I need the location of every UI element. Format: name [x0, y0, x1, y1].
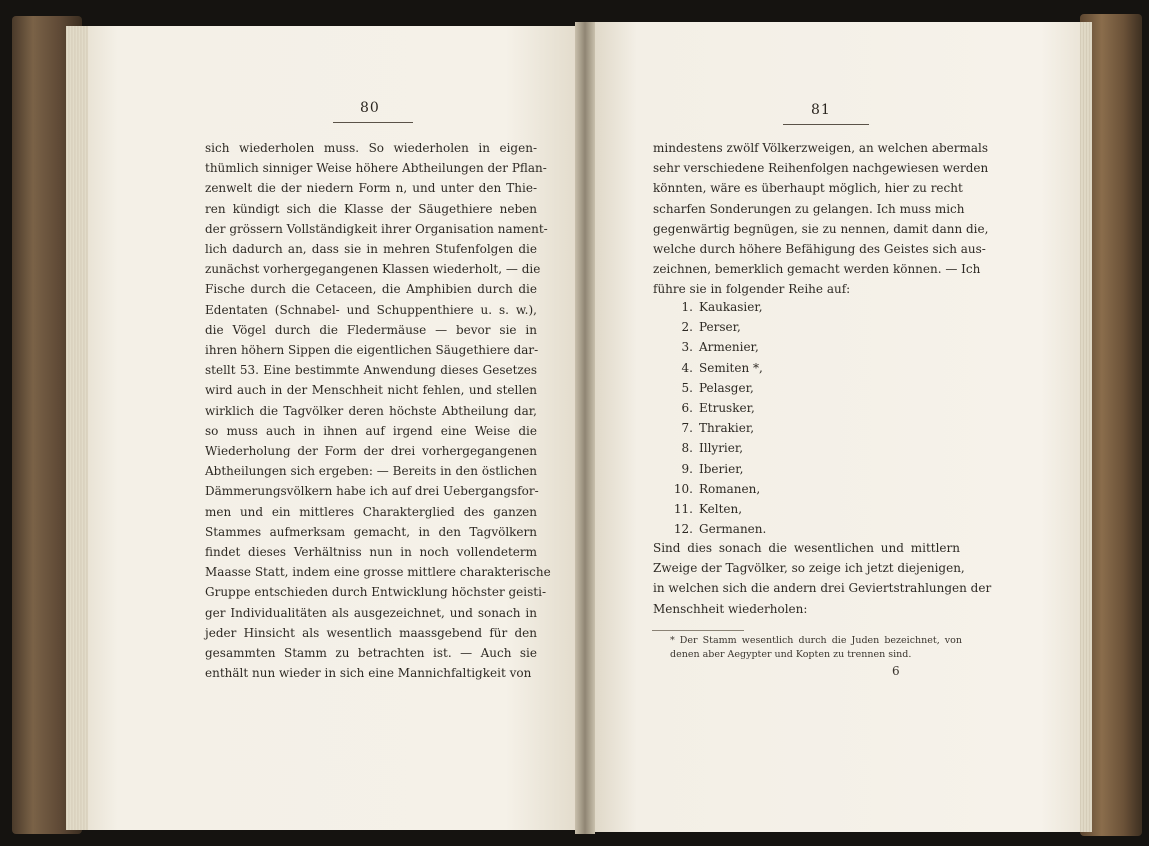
text-line: zenwelt die der niedern Form n, und unter den Thie- — [205, 181, 537, 196]
text-line: gesammten Stamm zu betrachten ist. — Auch sie — [205, 646, 537, 661]
list-item — [671, 317, 811, 337]
right-intro-text — [653, 138, 989, 300]
text-line: scharfen Sonderungen zu gelangen. Ich muss mich — [653, 201, 965, 216]
list-item-number: 10. — [673, 481, 693, 496]
text-line: Zweige der Tagvölker, so zeige ich jetzt diejenigen, — [653, 561, 965, 576]
text-line: welche durch höhere Befähigung des Geistes sich aus- — [653, 242, 986, 257]
list-item-number: 1. — [681, 300, 693, 314]
list-item-name: Thrakier, — [699, 421, 755, 436]
text-line: mindestens zwölf Völkerzweigen, an welchen abermals — [653, 141, 989, 155]
text-line: die Vögel durch die Fledermäuse — bevor sie in — [205, 322, 537, 337]
text-line: Stammes aufmerksam gemacht, in den Tagvölkern — [205, 524, 537, 539]
list-item — [671, 519, 811, 539]
text-line: Maasse Statt, indem eine grosse mittlere charakterische — [205, 565, 551, 580]
text-line: men und ein mittleres Charakterglied des ganzen — [205, 504, 537, 519]
footnote — [670, 634, 962, 662]
list-item-name: Semiten *, — [699, 360, 763, 375]
book-gutter — [575, 22, 595, 834]
list-item-name: Pelasger, — [699, 380, 754, 395]
text-line: findet dieses Verhältniss nun in noch vollendeterm — [205, 545, 537, 560]
footnote-line: * Der Stamm wesentlich durch die Juden bezeichnet, von — [670, 635, 962, 646]
list-item — [671, 378, 811, 398]
text-line: jeder Hinsicht als wesentlich maassgebend für den — [205, 625, 537, 640]
list-item — [671, 337, 811, 357]
text-line: Menschheit wiederholen: — [653, 601, 808, 616]
list-item-name: Kaukasier, — [699, 300, 763, 314]
header-rule — [783, 124, 869, 125]
text-line: ger Individualitäten als ausgezeichnet, und sonach in — [205, 605, 537, 620]
text-line: ren kündigt sich die Klasse der Säugethiere neben — [205, 201, 537, 216]
list-item-number: 12. — [673, 522, 693, 537]
text-line: Abtheilungen sich ergeben: — Bereits in den östlichen — [205, 464, 537, 479]
list-item — [671, 438, 811, 458]
list-item — [671, 499, 811, 519]
text-line: Gruppe entschieden durch Entwicklung höchster geisti- — [205, 585, 546, 600]
list-item-number: 6. — [681, 400, 693, 415]
text-line: sehr verschiedene Reihenfolgen nachgewiesen werden — [653, 161, 989, 176]
list-item-number: 8. — [681, 441, 693, 456]
text-line: gegenwärtig begnügen, sie zu nennen, damit dann die, — [653, 221, 989, 236]
footnote-line: denen aber Aegypter und Kopten zu trennen sind. — [670, 649, 912, 660]
list-item-name: Illyrier, — [699, 441, 744, 456]
list-item — [671, 398, 811, 418]
list-item — [671, 418, 811, 438]
text-line: der grössern Vollständigkeit ihrer Organisation nament- — [205, 221, 548, 236]
text-line: thümlich sinniger Weise höhere Abtheilungen der Pflan- — [205, 161, 547, 176]
page-number: 81 — [811, 102, 831, 118]
text-line: führe sie in folgender Reihe auf: — [653, 282, 851, 297]
list-item-number: 11. — [673, 501, 693, 516]
text-line: Sind dies sonach die wesentlichen und mittlern — [653, 541, 960, 555]
text-line: wird auch in der Menschheit nicht fehlen, und stellen — [205, 383, 537, 398]
list-item-number: 9. — [681, 461, 693, 476]
list-item-name: Germanen. — [699, 522, 767, 537]
right-page — [588, 22, 1080, 832]
list-item-name: Romanen, — [699, 481, 761, 496]
text-line: zunächst vorhergegangenen Klassen wiederholt, — die — [205, 262, 541, 277]
list-item-number: 4. — [681, 360, 693, 375]
list-item-number: 3. — [681, 340, 693, 355]
list-item-name: Etrusker, — [699, 400, 755, 415]
right-closing-text — [653, 538, 992, 619]
text-line: Fische durch die Cetaceen, die Amphibien durch die — [205, 282, 537, 297]
page-number: 80 — [360, 100, 380, 116]
list-item-name: Kelten, — [699, 501, 743, 516]
text-line: sich wiederholen muss. So wiederholen in eigen- — [205, 141, 537, 155]
list-item-number: 5. — [681, 380, 693, 395]
text-line: in welchen sich die andern drei Geviertstrahlungen der — [653, 581, 992, 596]
text-line: Edentaten (Schnabel- und Schuppenthiere u. s. w.), — [205, 302, 537, 317]
list-item — [671, 358, 811, 378]
list-item — [671, 297, 811, 317]
list-item — [671, 479, 811, 499]
text-line: könnten, wäre es überhaupt möglich, hier zu recht — [653, 181, 963, 196]
text-line: lich dadurch an, dass sie in mehren Stufenfolgen die — [205, 242, 537, 257]
list-item-name: Armenier, — [699, 340, 759, 355]
list-item-name: Perser, — [699, 320, 741, 335]
text-line: so muss auch in ihnen auf irgend eine Weise die — [205, 423, 537, 438]
list-item — [671, 459, 811, 479]
text-line: Wiederholung der Form der drei vorhergegangenen — [205, 444, 537, 459]
text-line: ihren höhern Sippen die eigentlichen Säugethiere dar- — [205, 343, 539, 358]
left-page — [88, 26, 580, 830]
list-item-number: 2. — [681, 320, 693, 335]
header-rule — [333, 122, 413, 123]
left-body-text — [205, 138, 551, 683]
text-line: zeichnen, bemerklich gemacht werden können. — Ich — [653, 262, 981, 277]
text-line: enthält nun wieder in sich eine Mannichfaltigkeit von — [205, 666, 532, 681]
list-item-number: 7. — [681, 421, 693, 436]
people-list — [671, 297, 811, 539]
text-line: wirklich die Tagvölker deren höchste Abtheilung dar, — [205, 403, 537, 418]
list-item-name: Iberier, — [699, 461, 744, 476]
text-line: stellt 53. Eine bestimmte Anwendung dieses Gesetzes — [205, 363, 537, 378]
signature-mark: 6 — [892, 664, 900, 678]
text-line: Dämmerungsvölkern habe ich auf drei Uebergangsfor- — [205, 484, 539, 499]
footnote-rule — [652, 630, 744, 631]
